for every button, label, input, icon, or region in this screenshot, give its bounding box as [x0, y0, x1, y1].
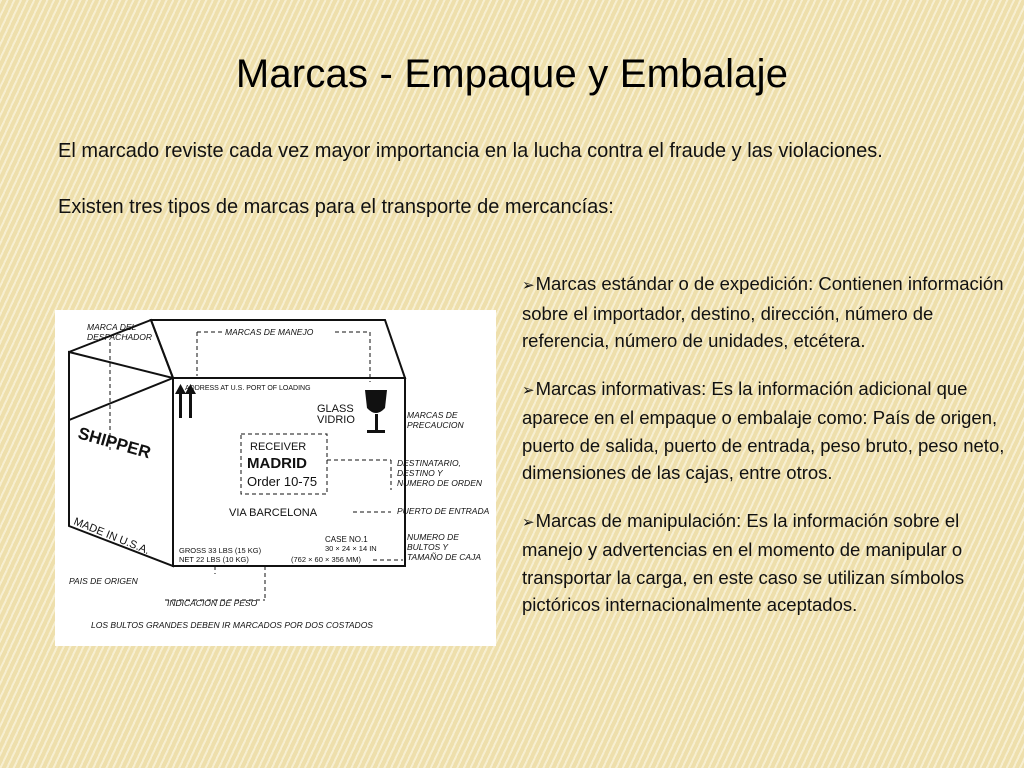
svg-text:NUMERO DE ORDEN: NUMERO DE ORDEN — [397, 478, 483, 488]
bullet-item-manipulacion: ➢Marcas de manipulación: Es la información sobre el manejo y advertencias en el momento de manipular o transportar la carga, en este caso se utilizan símbolos pictóricos internacionalmente aceptados. — [522, 509, 965, 615]
label-glass: GLASS — [317, 403, 354, 415]
label-receiver: RECEIVER — [250, 441, 307, 453]
bullet-item-informativas: ➢Marcas informativas: Es la información adicional que aparece en el empaque o embalaje como: País de origen, puerto de salida, puerto de entrada, peso bruto, peso neto, dimensiones de las cajas, entre otros. — [522, 377, 1005, 483]
svg-text:30 × 24 × 14 IN: 30 × 24 × 14 IN — [325, 544, 377, 553]
intro-text — [58, 136, 958, 248]
label-pais-origen: PAIS DE ORIGEN — [69, 576, 138, 586]
box-illustration — [55, 310, 496, 646]
label-case-no: CASE NO.1 — [325, 535, 368, 544]
arrow-bullet-icon: ➢ — [522, 513, 535, 531]
label-via-barcelona: VIA BARCELONA — [229, 507, 318, 519]
intro-paragraph-1: El marcado reviste cada vez mayor importancia en la lucha contra el fraude y las violaciones. — [58, 140, 883, 162]
label-shipper: SHIPPER — [75, 423, 153, 463]
label-puerto-entrada: PUERTO DE ENTRADA — [397, 506, 490, 516]
svg-text:VIDRIO: VIDRIO — [317, 414, 355, 426]
packing-marks-diagram — [55, 310, 496, 646]
label-gross: GROSS 33 LBS (15 KG) — [179, 546, 262, 555]
label-marcas-manejo: MARCAS DE MANEJO — [225, 327, 314, 337]
label-order: Order 10-75 — [247, 474, 318, 489]
label-madrid: MADRID — [247, 455, 307, 472]
intro-paragraph-2: Existen tres tipos de marcas para el transporte de mercancías: — [58, 196, 614, 218]
svg-text:PRECAUCION: PRECAUCION — [407, 420, 464, 430]
label-marcas-precaucion: MARCAS DE — [407, 410, 458, 420]
bullet-item-estandar: ➢Marcas estándar o de expedición: Contienen información sobre el importador, destino, dirección, número de referencia, número de unidades, etcétera. — [522, 273, 1004, 351]
fragile-glass-icon — [365, 390, 387, 433]
bullet-list — [522, 270, 1017, 639]
label-numero-bultos: NUMERO DE — [407, 532, 459, 542]
arrow-bullet-icon: ➢ — [522, 381, 535, 399]
svg-text:DESTINO Y: DESTINO Y — [397, 468, 443, 478]
svg-text:BULTOS Y: BULTOS Y — [407, 542, 449, 552]
arrow-bullet-icon: ➢ — [522, 277, 535, 294]
svg-text:TAMAÑO DE CAJA: TAMAÑO DE CAJA — [407, 552, 481, 562]
slide-title: Marcas - Empaque y Embalaje — [235, 52, 789, 96]
label-address: ADDRESS AT U.S. PORT OF LOADING — [185, 385, 311, 392]
label-made-in: MADE IN U.S.A. — [71, 515, 152, 558]
label-footer: LOS BULTOS GRANDES DEBEN IR MARCADOS POR DOS COSTADOS — [91, 620, 373, 630]
svg-text:(762 × 60 × 356 MM): (762 × 60 × 356 MM) — [291, 555, 362, 564]
label-net: NET 22 LBS (10 KG) — [179, 555, 249, 564]
svg-text:DESPACHADOR: DESPACHADOR — [87, 332, 153, 342]
label-indicacion-peso: INDICACION DE PESO — [167, 598, 258, 608]
label-marca-despachador: MARCA DEL — [87, 322, 137, 332]
label-destinatario: DESTINATARIO, — [397, 458, 461, 468]
